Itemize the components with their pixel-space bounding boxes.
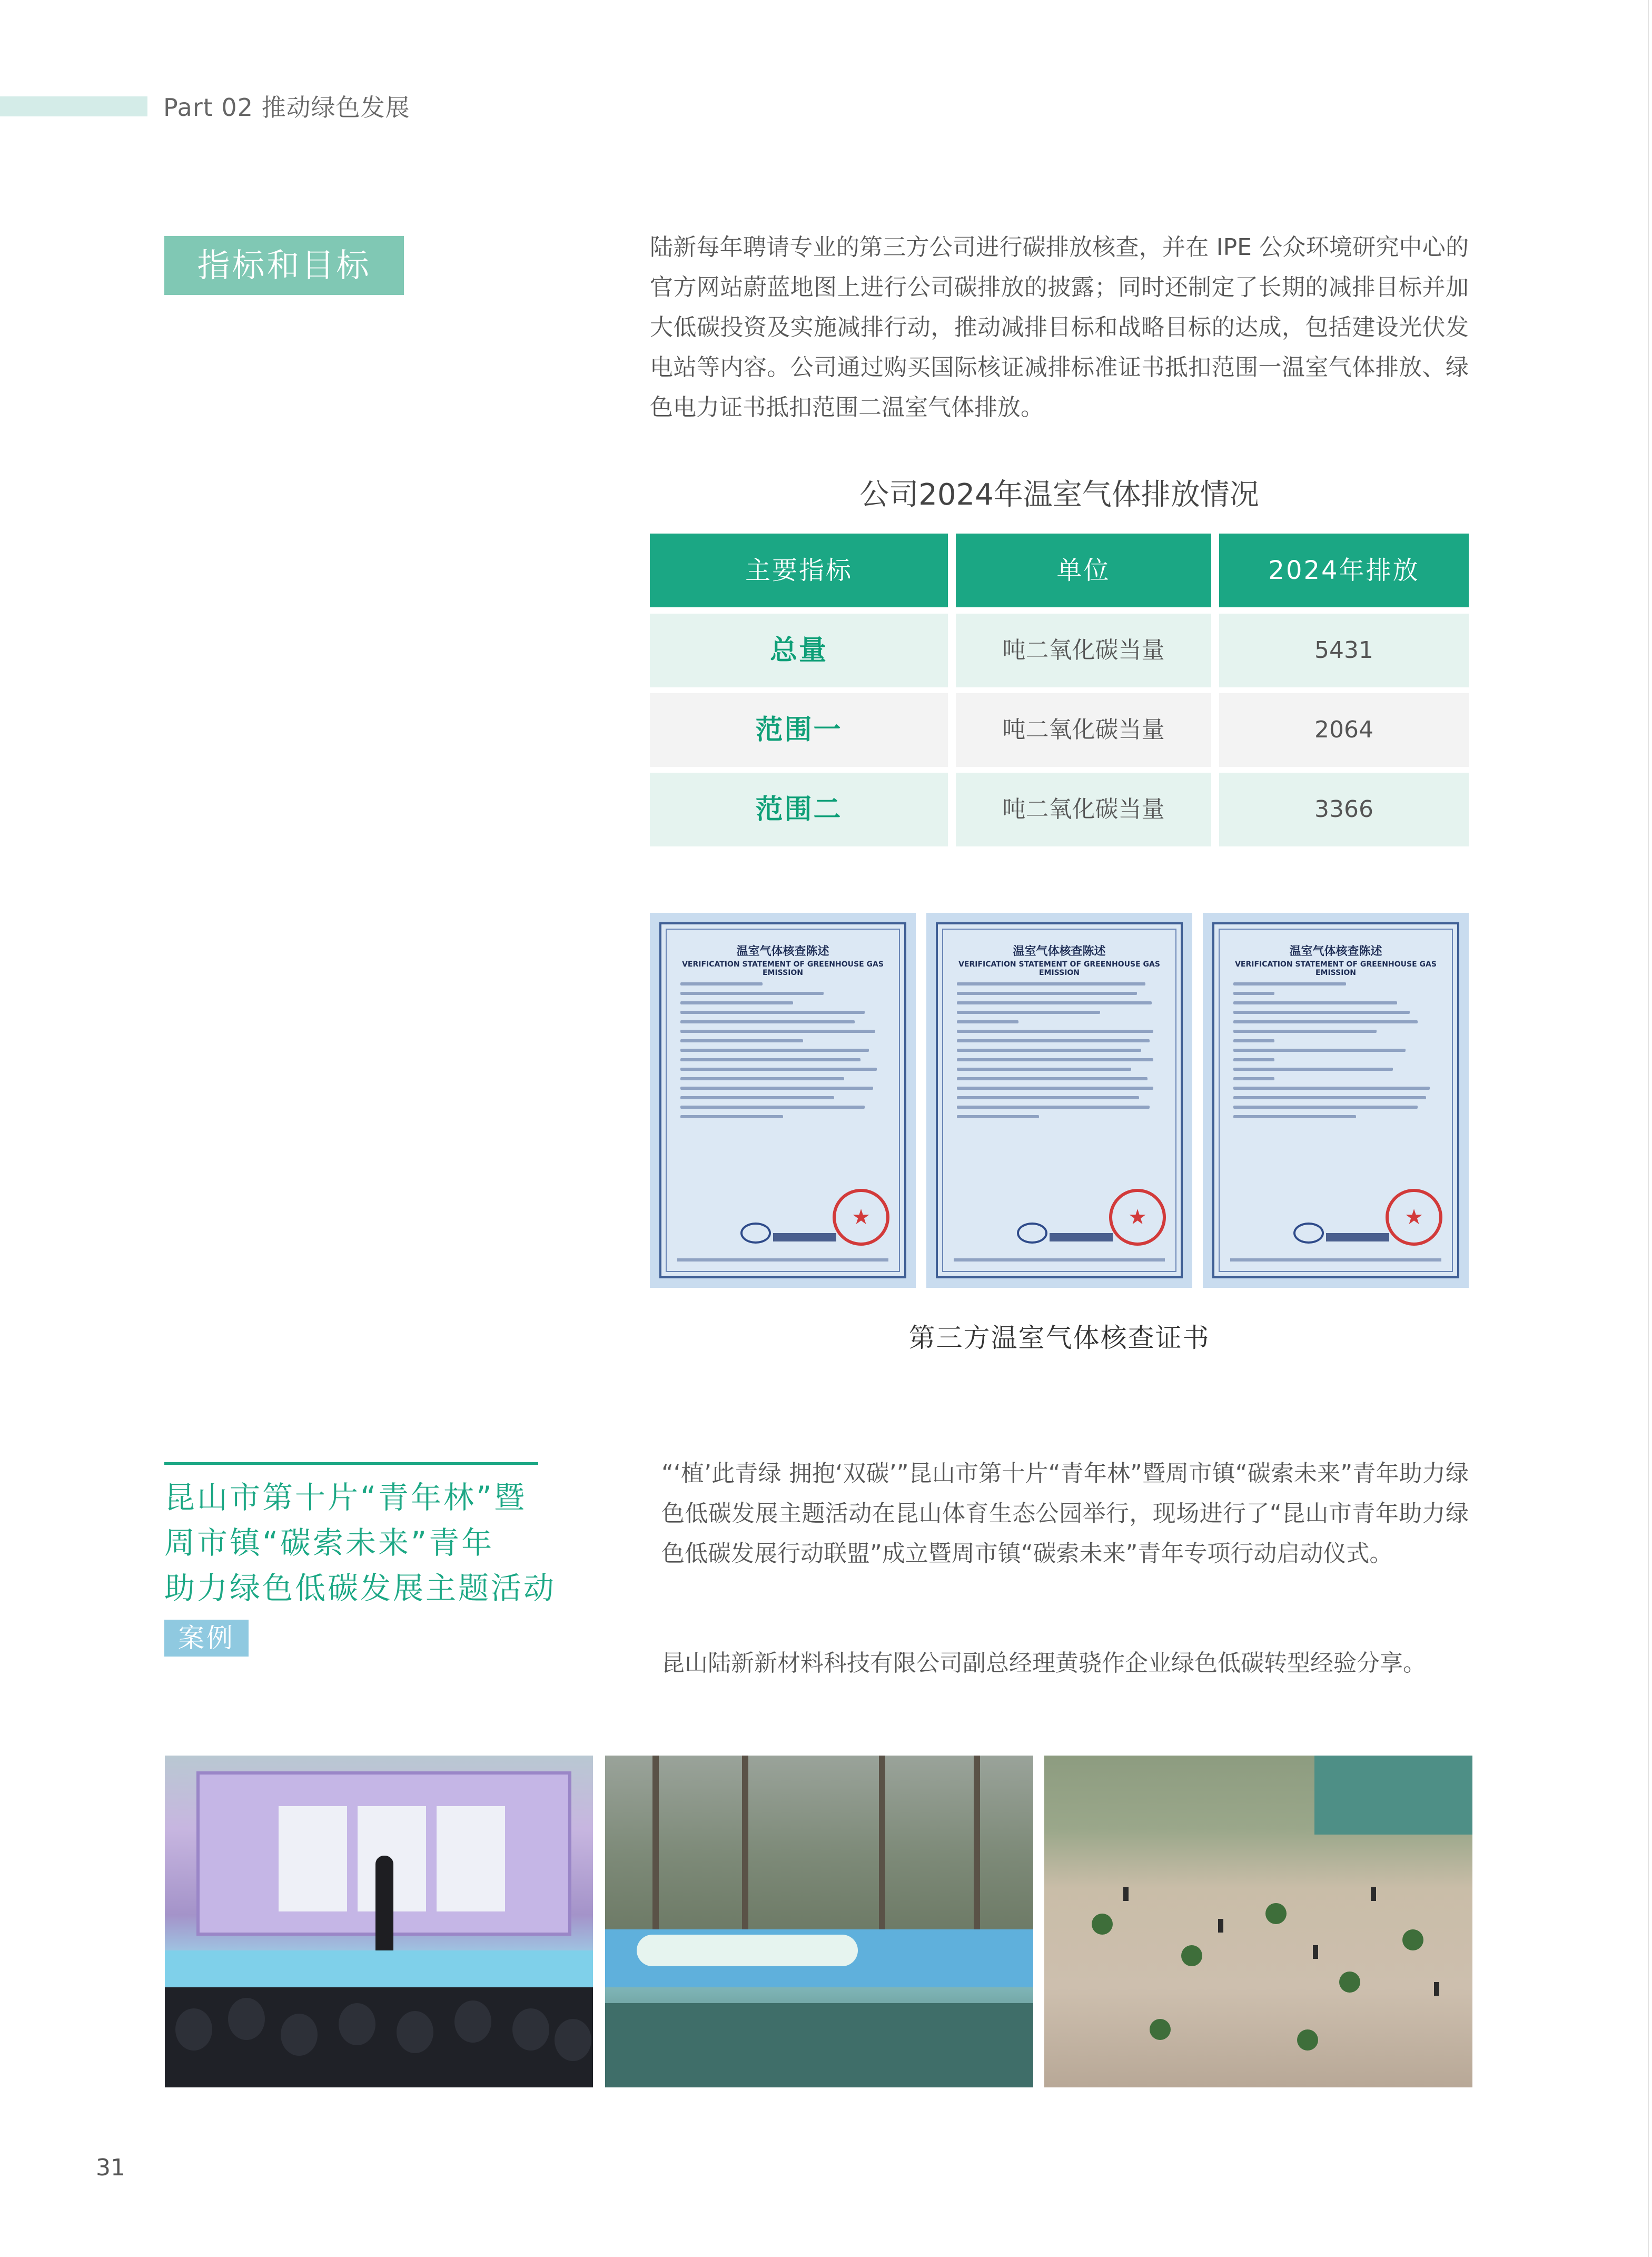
table-row-indicator: 范围一	[650, 693, 948, 767]
pond-water	[605, 2003, 1033, 2087]
case-title	[164, 1475, 565, 1611]
table-row-value: 3366	[1219, 773, 1469, 846]
case-paragraph-1: “‘植’此青绿 拥抱‘双碳’”昆山市第十片“青年林”暨周市镇“碳索未来”青年助力绿色低碳发展主题活动在昆山体育生态公园举行，现场进行了“昆山市青年助力绿色低碳发展行动联盟”成立暨周市镇“碳索未来”青年专项行动启动仪式。	[661, 1460, 1469, 1567]
section-paragraph: 陆新每年聘请专业的第三方公司进行碳排放核查，并在 IPE 公众环境研究中心的官方网站蔚蓝地图上进行公司碳排放的披露；同时还制定了长期的减排目标并加大低碳投资及实施减排行动，推动减排目标和战略目标的达成，包括建设光伏发电站等内容。公司通过购买国际核证减排标准证书抵扣范围一温室气体排放、绿色电力证书抵扣范围二温室气体排放。	[650, 234, 1469, 421]
audience	[165, 1987, 593, 2087]
table-row-indicator: 范围二	[650, 773, 948, 846]
table-row-value: 2064	[1219, 693, 1469, 767]
cqc-logo-icon	[740, 1223, 771, 1244]
table-header-indicator: 主要指标	[650, 534, 948, 607]
event-photo-stage	[165, 1756, 593, 2087]
cqc-logo-text	[1326, 1233, 1389, 1241]
event-photo-ceremony	[605, 1756, 1033, 2087]
case-divider	[164, 1462, 538, 1465]
section-tag: 指标和目标	[164, 236, 404, 295]
page-number: 31	[96, 2154, 125, 2181]
cqc-logo-text	[773, 1233, 836, 1241]
cqc-logo-icon	[1293, 1223, 1324, 1244]
table-row-unit: 吨二氧化碳当量	[956, 614, 1211, 687]
event-photo-planting	[1044, 1756, 1472, 2087]
certificate-title-en: VERIFICATION STATEMENT OF GREENHOUSE GAS EMISSION	[1235, 960, 1437, 977]
cqc-logo-text	[1050, 1233, 1113, 1241]
case-title-line: 昆山市第十片“青年林”暨	[164, 1480, 527, 1515]
case-title-line: 周市镇“碳索未来”青年	[164, 1525, 494, 1561]
speaker-figure	[375, 1856, 393, 1956]
header-accent-bar	[0, 96, 147, 116]
red-seal-icon: ★	[833, 1189, 889, 1246]
table-header-unit: 单位	[956, 534, 1211, 607]
certificate-title-en: VERIFICATION STATEMENT OF GREENHOUSE GAS EMISSION	[958, 960, 1160, 977]
certificate-image	[650, 913, 916, 1288]
certificate-title-en: VERIFICATION STATEMENT OF GREENHOUSE GAS EMISSION	[682, 960, 884, 977]
table-header-value: 2024年排放	[1219, 534, 1469, 607]
cqc-logo-icon	[1017, 1223, 1047, 1244]
red-seal-icon: ★	[1386, 1189, 1442, 1246]
certificate-text-lines	[957, 982, 1162, 1125]
certificate-footer	[954, 1258, 1165, 1261]
certificate-text-lines	[680, 982, 885, 1125]
stage-front	[165, 1950, 593, 1987]
red-seal-icon: ★	[1109, 1189, 1166, 1246]
case-paragraph-2: 昆山陆新新材料科技有限公司副总经理黄骁作企业绿色低碳转型经验分享。	[661, 1650, 1426, 1677]
case-tag: 案例	[164, 1620, 249, 1657]
certificate-title-cn: 温室气体核查陈述	[1289, 945, 1382, 958]
table-row-unit: 吨二氧化碳当量	[956, 693, 1211, 767]
certificate-image	[1203, 913, 1469, 1288]
certificate-title-cn: 温室气体核查陈述	[1013, 945, 1106, 958]
certificate-footer	[677, 1258, 888, 1261]
table-row-value: 5431	[1219, 614, 1469, 687]
certificate-footer	[1230, 1258, 1441, 1261]
lake	[1314, 1756, 1472, 1835]
certificate-image	[926, 913, 1192, 1288]
banner-slogan-strip	[637, 1935, 858, 1966]
certificate-caption: 第三方温室气体核查证书	[908, 1323, 1210, 1353]
certificate-title-cn: 温室气体核查陈述	[736, 945, 829, 958]
table-row-unit: 吨二氧化碳当量	[956, 773, 1211, 846]
case-title-line: 助力绿色低碳发展主题活动	[164, 1570, 557, 1606]
table-title: 公司2024年温室气体排放情况	[859, 478, 1259, 512]
certificate-text-lines	[1233, 982, 1438, 1125]
part-header: Part 02 推动绿色发展	[163, 93, 410, 122]
table-row-indicator: 总量	[650, 614, 948, 687]
page-edge-line	[1648, 0, 1649, 2257]
